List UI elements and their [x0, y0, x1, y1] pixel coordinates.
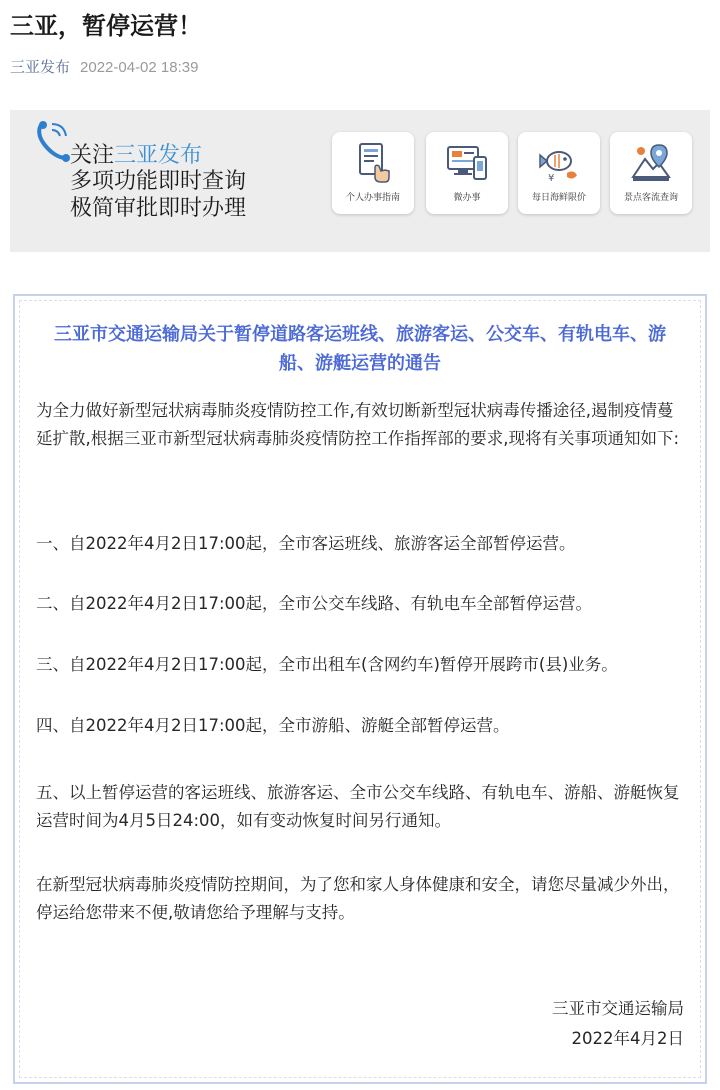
tile-personal-guide[interactable]: [332, 132, 414, 214]
publish-date: 2022-04-02 18:39: [80, 59, 199, 76]
tile-seafood-price[interactable]: [518, 132, 600, 214]
svg-text:¥: ¥: [548, 173, 555, 184]
computer-phone-icon: [445, 141, 489, 185]
article-meta: [10, 56, 198, 79]
follow-banner[interactable]: [10, 110, 710, 252]
tile-label: 微办事: [453, 193, 481, 203]
banner-follow-prefix: 关注: [70, 143, 115, 168]
notice-sign-date: 2022年4月2日: [571, 1029, 684, 1048]
document-hand-icon: [351, 141, 395, 185]
tile-label: 景点客流查询: [623, 193, 678, 203]
article-title: 三亚，暂停运营！: [10, 12, 202, 40]
notice-item-2: 二、自2022年4月2日17:00起，全市公交车线路、有轨电车全部暂停运营。: [36, 594, 593, 613]
author-link[interactable]: 三亚发布: [10, 58, 71, 76]
notice-item-5: 五、以上暂停运营的客运班线、旅游客运、全市公交车线路、有轨电车、游船、游艇恢复运营时间为4月5日24:00，如有变动恢复时间另行通知。: [36, 783, 680, 830]
notice-intro: 为全力做好新型冠状病毒肺炎疫情防控工作,有效切断新型冠状病毒传播途径,遏制疫情蔓延扩散,根据三亚市新型冠状病毒肺炎疫情防控工作指挥部的要求,现将有关事项通知如下:: [36, 401, 680, 448]
banner-line-approval: 极简审批即时办理: [70, 196, 247, 221]
notice-item-4: 四、自2022年4月2日17:00起，全市游船、游艇全部暂停运营。: [36, 716, 510, 735]
notice-item-1: 一、自2022年4月2日17:00起，全市客运班线、旅游客运全部暂停运营。: [36, 534, 576, 553]
notice-title: 三亚市交通运输局关于暂停道路客运班线、旅游客运、公交车、有轨电车、游船、游艇运营的通告: [54, 324, 666, 374]
notice-item-3: 三、自2022年4月2日17:00起，全市出租车(含网约车)暂停开展跨市(县)业务。: [36, 655, 618, 674]
banner-account-name: 三亚发布: [114, 143, 203, 168]
banner-line-query: 多项功能即时查询: [70, 169, 247, 194]
seafood-icon: [537, 141, 581, 185]
banner-line-follow: [70, 142, 202, 170]
tile-scenic-flow[interactable]: [610, 132, 692, 214]
notice-closing: 在新型冠状病毒肺炎疫情防控期间，为了您和家人身体健康和安全，请您尽量减少外出，停运给您带来不便,敬请您给予理解与支持。: [36, 875, 680, 922]
notice-signature: 三亚市交通运输局: [552, 999, 684, 1018]
tile-label: 每日海鲜限价: [531, 193, 586, 203]
scenic-spot-icon: [629, 141, 673, 185]
tile-label: 个人办事指南: [345, 193, 400, 203]
tile-micro-service[interactable]: [426, 132, 508, 214]
